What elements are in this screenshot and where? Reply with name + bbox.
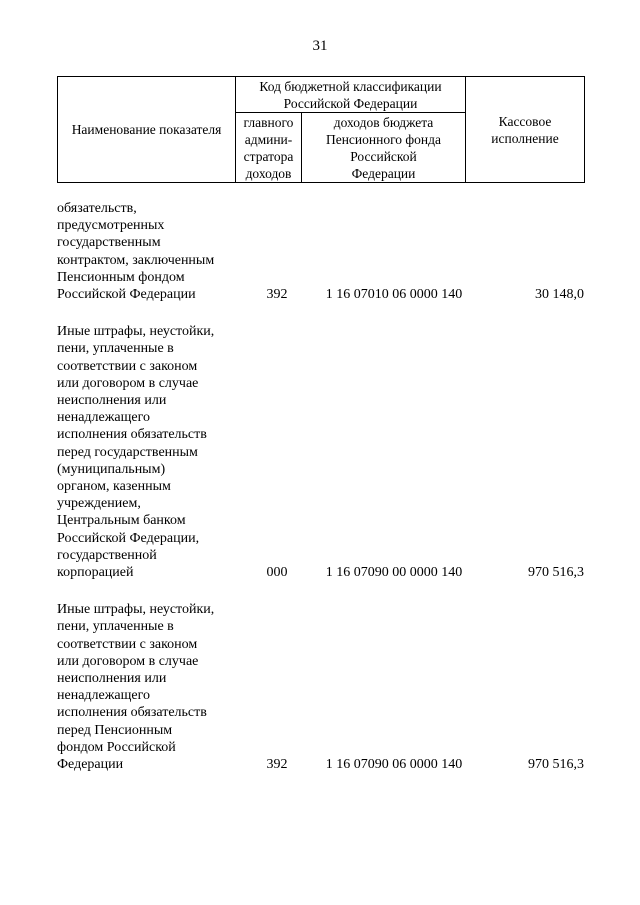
name-line: ненадлежащего	[57, 410, 151, 426]
name-line: перед Пенсионным	[57, 722, 173, 738]
table-header	[57, 76, 585, 183]
table-row	[57, 200, 584, 303]
name-line: исполнения обязательств	[57, 705, 207, 721]
header-code-group	[236, 77, 466, 113]
row-amount: 970 516,3	[528, 757, 584, 773]
name-line: обязательств,	[57, 201, 137, 216]
header-income-line: Российской	[350, 148, 417, 164]
row-admin-code: 392	[266, 757, 288, 773]
name-line: (муниципальным)	[57, 461, 166, 477]
row-gap	[57, 581, 584, 601]
table-row	[57, 323, 584, 581]
header-name-column: Наименование показателя	[58, 77, 236, 183]
row-indicator-name	[57, 323, 235, 581]
name-line: Российской Федерации,	[57, 530, 200, 546]
name-line: учреждением,	[57, 496, 141, 512]
name-line: исполнения обязательств	[57, 427, 207, 443]
row-admin-code: 392	[266, 287, 288, 303]
name-line: Федерации	[57, 757, 124, 773]
name-line: или договором в случае	[57, 653, 199, 669]
name-line: предусмотренных	[57, 218, 165, 234]
header-income-line: Федерации	[351, 165, 416, 181]
name-line: государственной	[57, 547, 157, 563]
header-execution-line: исполнение	[491, 130, 559, 146]
header-income-line: доходов бюджета	[333, 114, 434, 130]
header-income-line: Пенсионного фонда	[325, 131, 442, 147]
name-line: фондом Российской	[57, 739, 176, 755]
table-body	[57, 200, 584, 773]
header-admin-line: админи-	[244, 131, 293, 147]
name-line: пени, уплаченные в	[57, 341, 174, 357]
header-income-column	[302, 113, 466, 183]
name-line: Иные штрафы, неустойки,	[57, 602, 215, 618]
name-line: Российской Федерации	[57, 287, 196, 303]
header-execution-column	[466, 77, 585, 183]
row-income-code: 1 16 07090 00 0000 140	[325, 565, 463, 581]
name-line: органом, казенным	[57, 479, 171, 495]
name-line: Пенсионным фондом	[57, 269, 185, 285]
header-execution-line: Кассовое	[498, 113, 552, 129]
row-indicator-name	[57, 200, 235, 303]
name-line: корпорацией	[57, 565, 134, 581]
name-line: государственным	[57, 235, 161, 251]
header-code-group-line: Российской Федерации	[283, 95, 418, 111]
header-admin-line: главного	[243, 114, 294, 130]
header-code-group-line: Код бюджетной классификации	[259, 78, 442, 94]
row-income-code: 1 16 07010 06 0000 140	[325, 287, 463, 303]
row-income-code: 1 16 07090 06 0000 140	[325, 757, 463, 773]
name-line: пени, уплаченные в	[57, 619, 174, 635]
name-line: перед государственным	[57, 444, 198, 460]
name-line: ненадлежащего	[57, 688, 151, 704]
row-amount: 30 148,0	[535, 287, 584, 303]
table-row	[57, 601, 584, 773]
header-admin-line: доходов	[245, 165, 292, 181]
name-line: или договором в случае	[57, 375, 199, 391]
page-number: 31	[312, 38, 328, 54]
name-line: соответствии с законом	[57, 636, 198, 652]
name-line: неисполнения или	[57, 393, 167, 409]
name-line: соответствии с законом	[57, 358, 198, 374]
row-amount: 970 516,3	[528, 565, 584, 581]
row-gap	[57, 303, 584, 323]
name-line: неисполнения или	[57, 671, 167, 687]
name-line: Иные штрафы, неустойки,	[57, 324, 215, 340]
name-line: контрактом, заключенным	[57, 252, 215, 268]
header-admin-column	[236, 113, 302, 183]
name-line: Центральным банком	[57, 513, 186, 529]
row-indicator-name	[57, 601, 235, 773]
row-admin-code: 000	[266, 565, 288, 581]
header-admin-line: стратора	[243, 148, 294, 164]
